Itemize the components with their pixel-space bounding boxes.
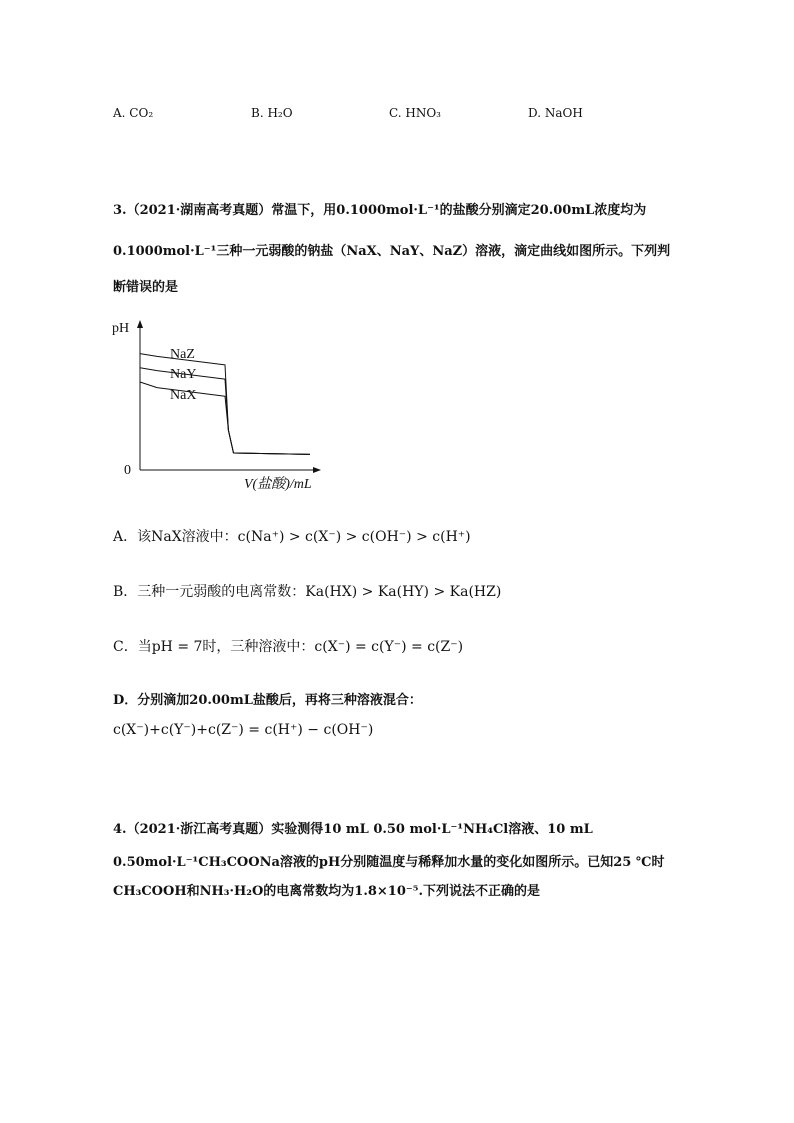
curve-nax [140,382,310,454]
q4-stem-line1: 4.（2021·浙江高考真题）实验测得10 mL 0.50 mol·L⁻¹NH₄Cl溶液、10 mL [113,822,593,837]
y-axis-label: pH [112,321,130,336]
q3-option-d-line1: D．分别滴加20.00mL盐酸后，再将三种溶液混合： [113,693,422,708]
series-label-nay: NaY [170,367,197,382]
q3-option-c: C．当pH = 7时，三种溶液中：c(X⁻) = c(Y⁻) = c(Z⁻) [113,639,464,655]
titration-chart [112,318,342,498]
series-label-naz: NaZ [170,347,195,362]
curve-naz [140,354,310,455]
q3-stem-line2: 0.1000mol·L⁻¹三种一元弱酸的钠盐（NaX、NaY、NaZ）溶液，滴定曲线如图所示。下列判 [113,244,671,259]
series-label-nax: NaX [170,388,197,403]
option-d-naoh: D. NaOH [528,106,583,120]
q3-stem-line3: 断错误的是 [113,280,179,295]
q3-option-a: A．该NaX溶液中：c(Na⁺) > c(X⁻) > c(OH⁻) > c(H⁺) [113,529,471,545]
q3-option-d-line2: c(X⁻)+c(Y⁻)+c(Z⁻) = c(H⁺) − c(OH⁻) [113,722,374,738]
origin-label: 0 [124,463,131,478]
y-axis-arrow [137,320,143,328]
x-axis-arrow [313,467,321,473]
curve-nay [140,368,310,455]
x-axis-label: V(盐酸)/mL [244,477,312,492]
option-c-hno3: C. HNO₃ [389,106,441,120]
q3-option-b: B．三种一元弱酸的电离常数：Ka(HX) > Ka(HY) > Ka(HZ) [113,584,502,600]
q4-stem-line2: 0.50mol·L⁻¹CH₃COONa溶液的pH分别随温度与稀释加水量的变化如图所示。已知25 ℃时 [113,855,665,870]
option-b-h2o: B. H₂O [251,106,293,120]
option-a-co2: A. CO₂ [113,106,154,120]
q3-stem-line1: 3.（2021·湖南高考真题）常温下，用0.1000mol·L⁻¹的盐酸分别滴定20.00mL浓度均为 [113,203,647,218]
q4-stem-line3: CH₃COOH和NH₃·H₂O的电离常数均为1.8×10⁻⁵.下列说法不正确的是 [113,884,540,899]
